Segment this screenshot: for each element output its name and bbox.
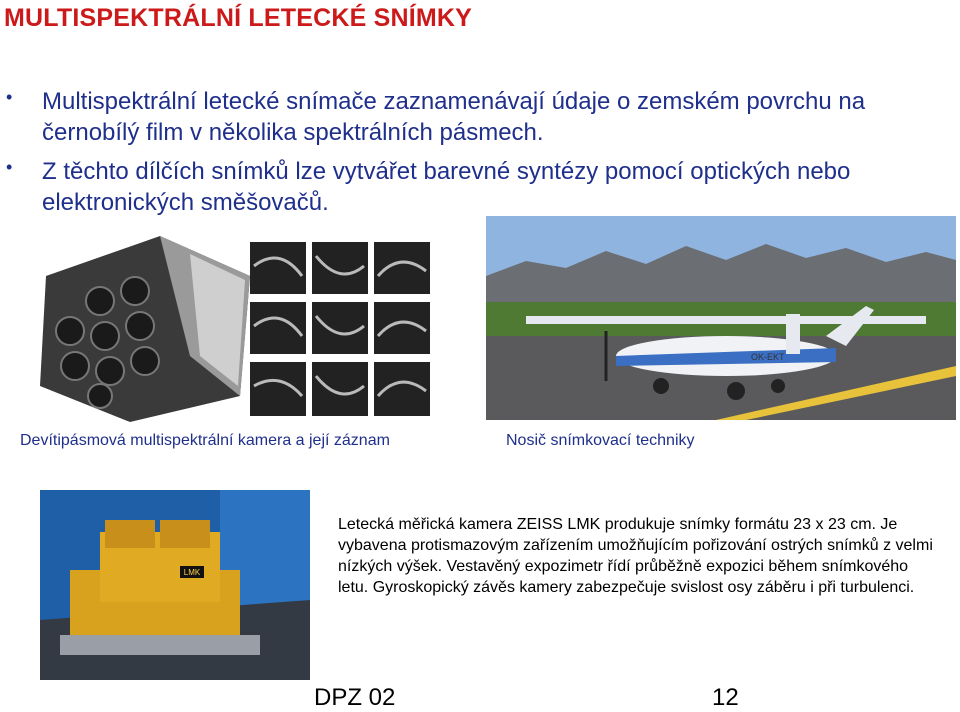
slide-title: MULTISPEKTRÁLNÍ LETECKÉ SNÍMKY	[4, 4, 473, 32]
bullet-item	[6, 86, 946, 148]
multispectral-camera-image	[40, 236, 440, 422]
bullet-text: Multispektrální letecké snímače zaznamenávají údaje o zemském povrchu na černobílý film v několika spektrálních pásmech.	[42, 88, 866, 146]
course-footer: DPZ 02	[314, 684, 396, 711]
bullet-marker: •	[6, 87, 13, 107]
camera-caption: Devítipásmová multispektrální kamera a její záznam	[20, 432, 390, 449]
plane-photo	[486, 216, 956, 420]
bullet-text: Z těchto dílčích snímků lze vytvářet barevné syntézy pomocí optických nebo elektronických směšovačů.	[42, 158, 851, 216]
lmk-label-text: LMK	[183, 568, 201, 577]
camera-description: Letecká měřická kamera ZEISS LMK produkuje snímky formátu 23 x 23 cm. Je vybavena protismazovým zařízením umožňujícím pořizování ostrých snímků z velmi nízkých výšek. Vestavěný expozimetr řídí průběžně expozici během snímkového letu. Gyroskopický závěs kamery zabezpečuje svislost osy záběru i při turbulenci.	[338, 516, 933, 596]
lmk-camera-photo	[40, 490, 310, 680]
bullet-list	[6, 86, 946, 226]
bullet-marker: •	[6, 157, 13, 177]
bullet-item	[6, 156, 946, 218]
page-number: 12	[712, 684, 739, 711]
plane-registration-text: OK-EKT	[751, 352, 785, 362]
plane-caption: Nosič snímkovací techniky	[506, 432, 695, 449]
